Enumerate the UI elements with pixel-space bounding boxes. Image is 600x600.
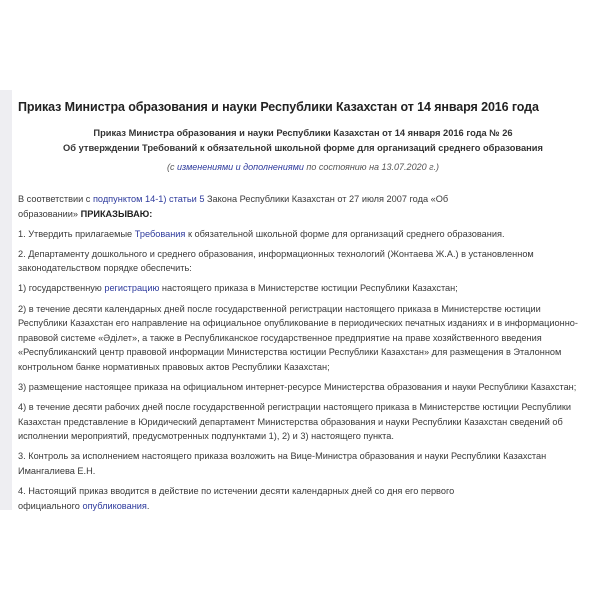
requirements-link[interactable]: Требования [134, 228, 186, 239]
paragraph-4 [18, 484, 488, 513]
paragraph-2-3: 3) размещение настоящее приказа на официальном интернет-ресурсе Министерства образования и науки Республики Казахстан; [18, 382, 577, 393]
paragraph-2: 2. Департаменту дошкольного и среднего образования, информационных технологий (Жонтаева Ж.А.) в установленном законодательством порядке обеспечить: [18, 248, 534, 274]
amendments-link[interactable]: изменениями и дополнениями [176, 162, 304, 172]
revision-prefix: (с [166, 162, 177, 172]
p4-text-2: . [146, 500, 150, 511]
intro-paragraph [18, 192, 458, 221]
registration-link[interactable]: регистрацию [104, 283, 160, 294]
p2-1-text-1: 1) государственную [18, 283, 105, 294]
order-subject: Об утверждении Требований к обязательной школьной форме для организаций среднего образования [63, 143, 543, 153]
document-body [18, 90, 588, 519]
order-title: Приказ Министра образования и науки Республики Казахстан от 14 января 2016 года № 26 [93, 128, 513, 138]
paragraph-3: 3. Контроль за исполнением настоящего приказа возложить на Вице-Министра образования и науки Республики Казахстан Имангалиева Е.Н. [18, 451, 547, 476]
p4-text-1: 4. Настоящий приказ вводится в действие по истечении десяти календарных дней со дня его первого официального [18, 486, 455, 511]
order-command: ПРИКАЗЫВАЮ: [80, 208, 153, 219]
left-sidebar-strip [0, 90, 12, 510]
intro-text-1: В соответствии с [18, 194, 93, 204]
paragraph-2-4: 4) в течение десяти рабочих дней после государственной регистрации настоящего приказа в Министерстве юстиции Республики Казахстан представление в Юридический департамент Министерства образования и науки Республики Казахстан сведений об исполнении мероприятий, предусмотренных подпунктами 1), 2) и 3) настоящего пункта. [18, 402, 572, 442]
paragraph-2-2: 2) в течение десяти календарных дней после государственной регистрации настоящего приказа в Министерстве юстиции Республики Казахстан его направление на официальное опубликование в периодических печатных изданиях и в информационно-правовой системе «Әділет», а также в Республиканское государственное предприятие на праве хозяйственного введения «Республиканский центр правовой информации Министерства юстиции Республики Казахстан» для размещения в Эталонном контрольном банке нормативных правовых актов Республики Казахстан; [18, 303, 578, 372]
publication-link[interactable]: опубликования [82, 500, 147, 511]
article-link[interactable]: статьи 5 [169, 194, 205, 204]
p1-text-1: 1. Утвердить прилагаемые [18, 228, 135, 239]
revision-suffix: по состоянию на 13.07.2020 г.) [303, 162, 440, 172]
revision-note [18, 162, 588, 172]
page-title: Приказ Министра образования и науки Республики Казахстан от 14 января 2016 года [18, 100, 539, 114]
paragraph-2-1 [18, 281, 588, 296]
paragraph-1 [18, 227, 588, 242]
p2-1-text-2: настоящего приказа в Министерстве юстиции Республики Казахстан; [159, 283, 458, 294]
p1-text-2: к обязательной школьной форме для организаций среднего образования. [185, 228, 505, 239]
intro-text-3: Закона Республики Казахстан от 27 июля 2007 года «Об образовании» [18, 194, 449, 219]
subparagraph-link[interactable]: подпунктом 14-1) [92, 194, 167, 204]
